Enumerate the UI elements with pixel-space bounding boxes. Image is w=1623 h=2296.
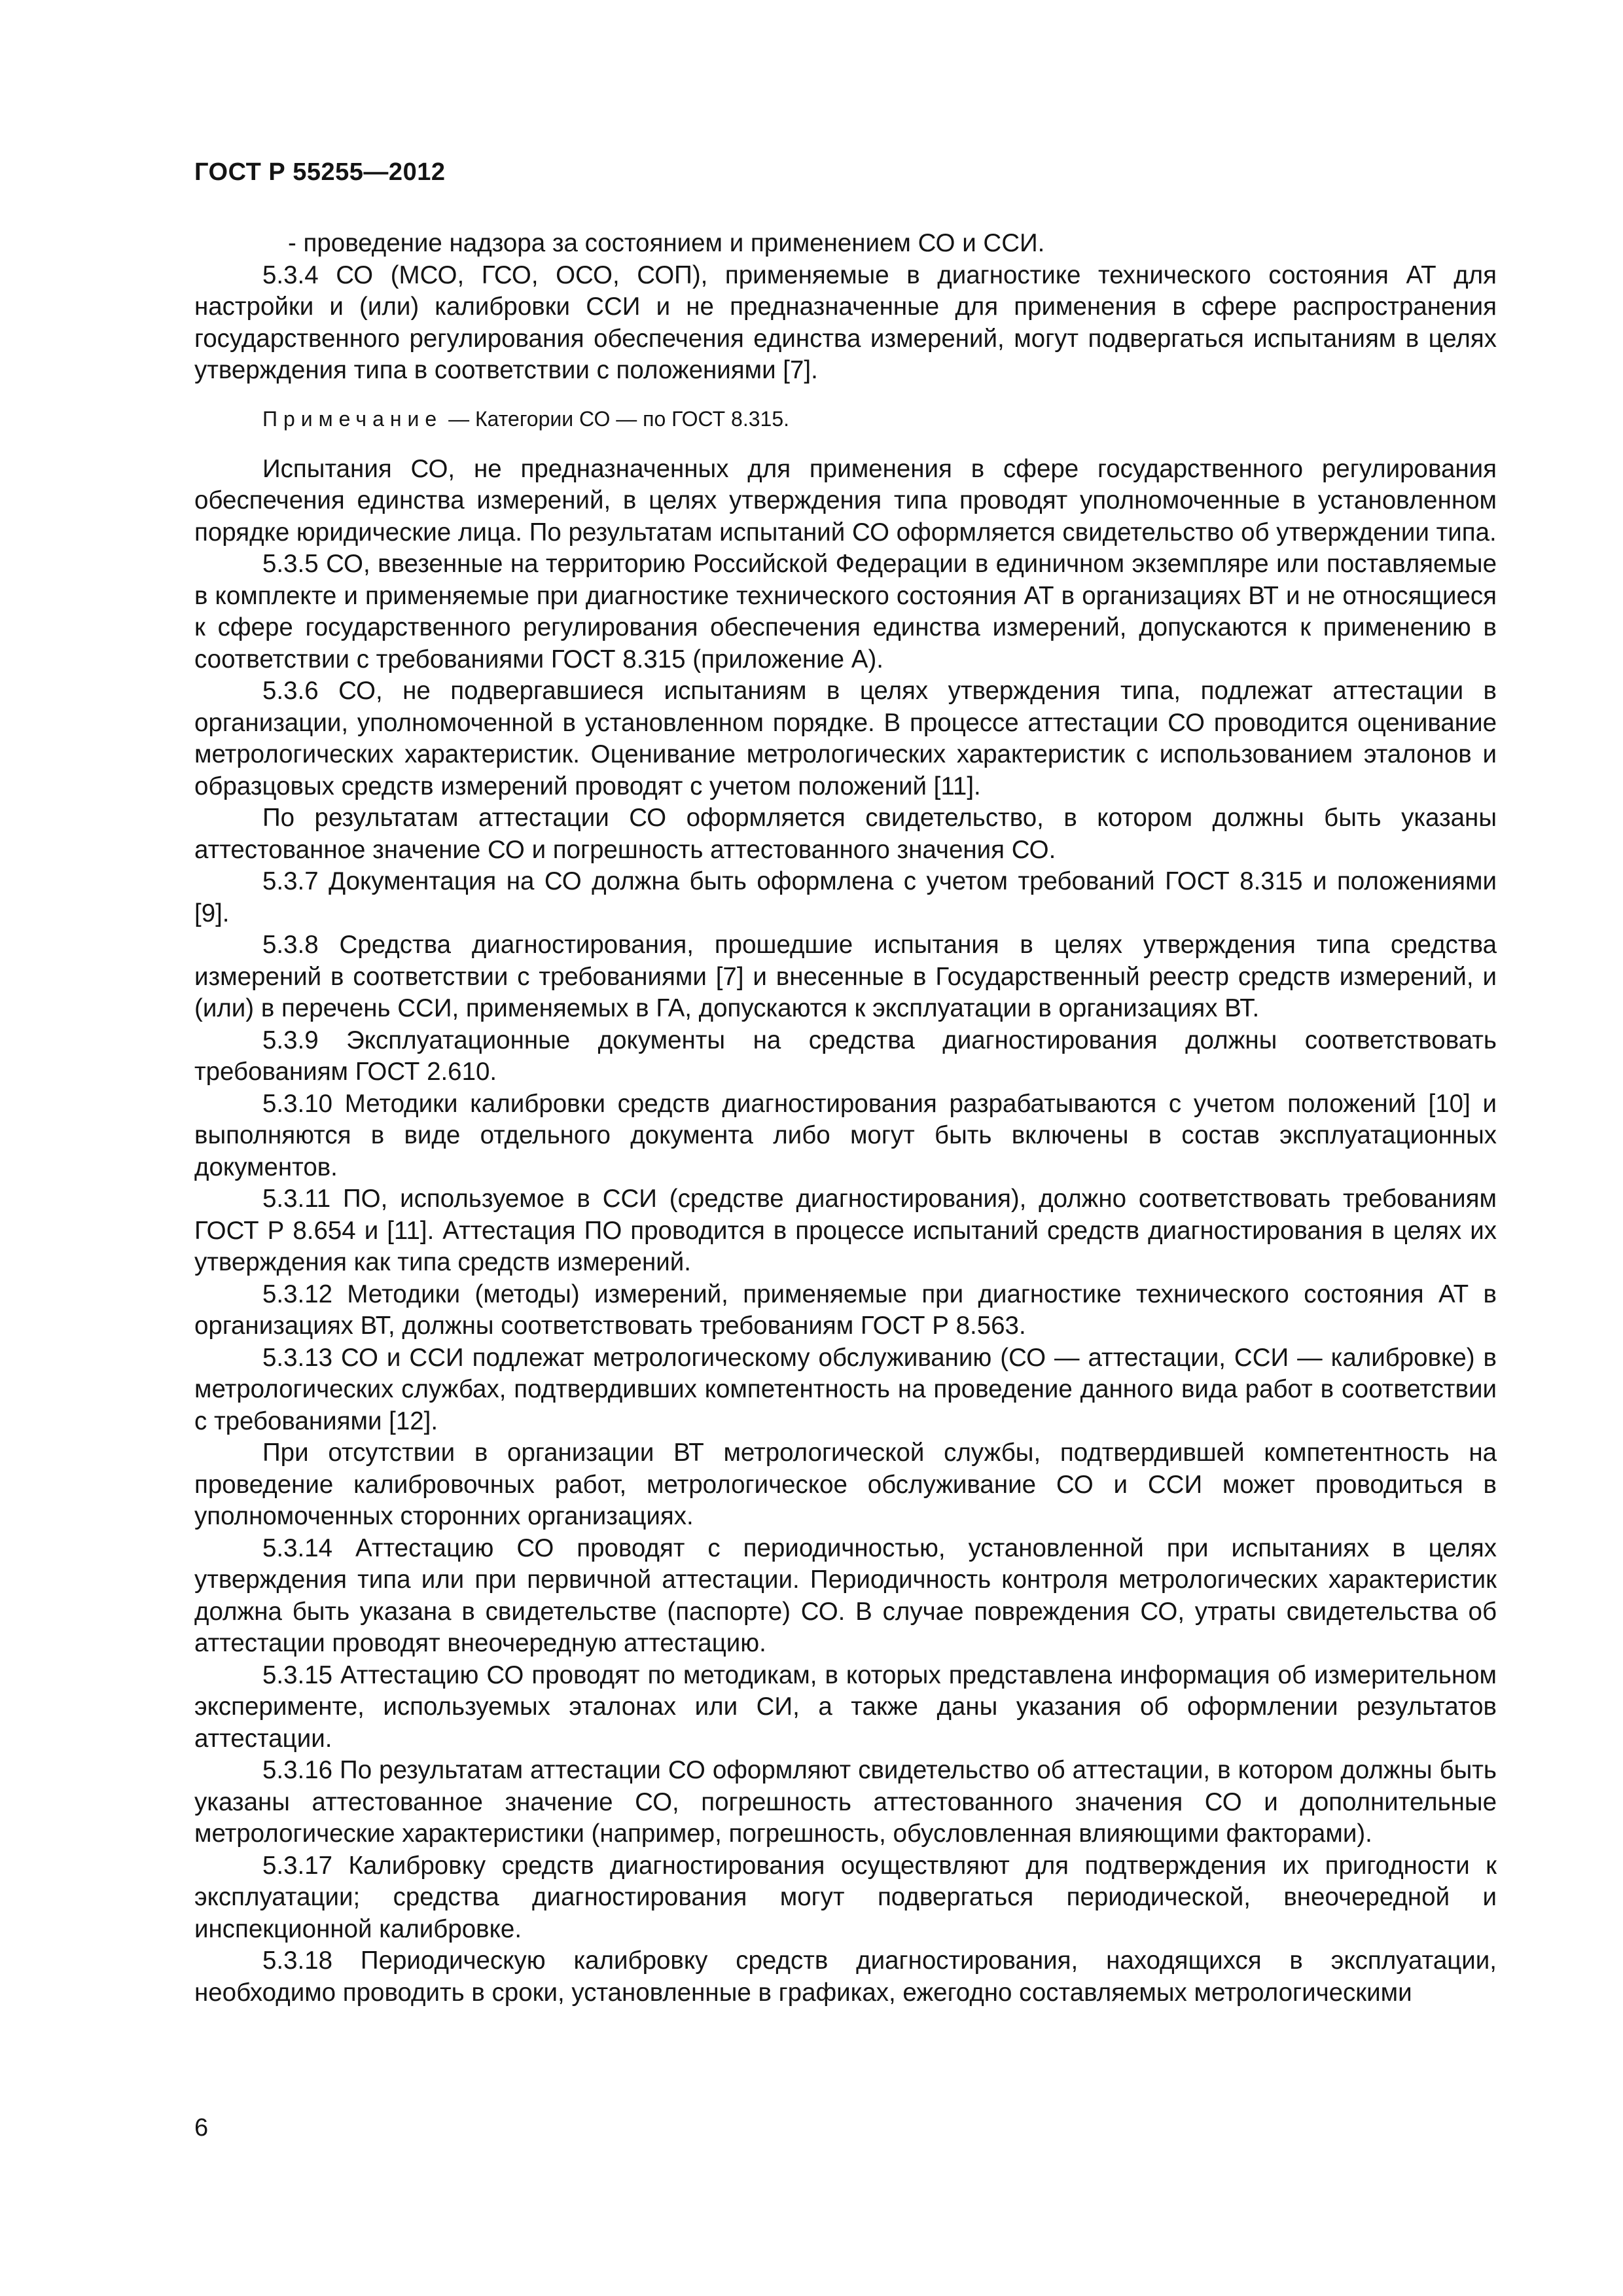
paragraph-5-3-12: 5.3.12 Методики (методы) измерений, применяемые при диагностике технического состояния АТ в организациях ВТ, должны соответствовать требованиям ГОСТ Р 8.563. <box>194 1280 1497 1340</box>
note-text: — Категории СО — по ГОСТ 8.315. <box>442 406 789 431</box>
paragraph-metrology-service: При отсутствии в организации ВТ метрологической службы, подтвердившей компетентность на проведение калибровочных работ, метрологическое обслуживание СО и ССИ может проводиться в уполномоченных сторонних организациях. <box>194 1439 1497 1530</box>
paragraph-5-3-18: 5.3.18 Периодическую калибровку средств диагностирования, находящихся в эксплуатации, необходимо проводить в сроки, установленные в графиках, ежегодно составляемых метрологическими <box>194 1946 1497 2007</box>
paragraph-5-3-8: 5.3.8 Средства диагностирования, прошедшие испытания в целях утверждения типа средства измерений в соответствии с требованиями [7] и внесенные в Государственный реестр средств измерений, и (или) в перечень ССИ, применяемых в ГА, допускаются к эксплуатации в организациях ВТ. <box>194 931 1497 1022</box>
paragraph-5-3-4: 5.3.4 СО (МСО, ГСО, ОСО, СОП), применяемые в диагностике технического состояния АТ для настройки и (или) калибровки ССИ и не предназначенные для применения в сфере распространения государственного регулирования обеспечения единства измерений, могут подвергаться испытаниям в целях утверждения типа в соответствии с положениями [7]. <box>194 260 1497 384</box>
paragraph-attestation-results: По результатам аттестации СО оформляется свидетельство, в котором должны быть указаны аттестованное значение СО и погрешность аттестованного значения СО. <box>194 804 1497 864</box>
paragraph-5-3-13: 5.3.13 СО и ССИ подлежат метрологическому обслуживанию (СО — аттестации, ССИ — калибровке) в метрологических службах, подтвердивших компетентность на проведение данного вида работ в соответствии с требованиями [12]. <box>194 1343 1497 1435</box>
note-label: Примечание <box>262 406 443 431</box>
paragraph-5-3-14: 5.3.14 Аттестацию СО проводят с периодичностью, установленной при испытаниях в целях утверждения типа или при первичной аттестации. Периодичность контроля метрологических характеристик должна быть указана в свидетельстве (паспорте) СО. В случае повреждения СО, утраты свидетельства об аттестации проводят внеочередную аттестацию. <box>194 1534 1497 1657</box>
paragraph-5-3-5: 5.3.5 СО, ввезенные на территорию Российской Федерации в единичном экземпляре или поставляемые в комплекте и применяемые при диагностике технического состояния АТ в организациях ВТ и не относящиеся к сфере государственного регулирования обеспечения единства измерений, допускаются к применению в соответствии с требованиями ГОСТ 8.315 (приложение А). <box>194 550 1497 673</box>
paragraph-5-3-9: 5.3.9 Эксплуатационные документы на средства диагностирования должны соответствовать требованиям ГОСТ 2.610. <box>194 1026 1497 1086</box>
page-number: 6 <box>194 2114 209 2142</box>
paragraph-testing: Испытания СО, не предназначенных для применения в сфере государственного регулирования обеспечения единства измерений, в целях утверждения типа проводят уполномоченные в установленном порядке юридические лица. По результатам испытаний СО оформляется свидетельство об утверждении типа. <box>194 454 1497 547</box>
paragraph-5-3-10: 5.3.10 Методики калибровки средств диагностирования разрабатываются с учетом положений [10] и выполняются в виде отдельного документа либо могут быть включены в состав эксплуатационных документов. <box>194 1089 1497 1181</box>
paragraph-5-3-17: 5.3.17 Калибровку средств диагностирования осуществляют для подтверждения их пригодности к эксплуатации; средства диагностирования могут подвергаться периодической, внеочередной и инспекционной калибровке. <box>194 1851 1497 1943</box>
note <box>194 404 1497 434</box>
paragraph-dash-item: - проведение надзора за состоянием и применением СО и ССИ. <box>288 229 1045 257</box>
document-header: ГОСТ Р 55255—2012 <box>194 158 446 186</box>
paragraph-5-3-16: 5.3.16 По результатам аттестации СО оформляют свидетельство об аттестации, в котором должны быть указаны аттестованное значение СО, погрешность аттестованного значения СО и дополнительные метрологические характеристики (например, погрешность, обусловленная влияющими факторами). <box>194 1756 1497 1848</box>
paragraph-5-3-15: 5.3.15 Аттестацию СО проводят по методикам, в которых представлена информация об измерительном эксперименте, используемых эталонах или СИ, а также даны указания об оформлении результатов аттестации. <box>194 1660 1497 1753</box>
paragraph-5-3-6: 5.3.6 СО, не подвергавшиеся испытаниям в целях утверждения типа, подлежат аттестации в организации, уполномоченной в установленном порядке. В процессе аттестации СО проводится оценивание метрологических характеристик. Оценивание метрологических характеристик с использованием эталонов и образцовых средств измерений проводят с учетом положений [11]. <box>194 677 1497 800</box>
paragraph-5-3-11: 5.3.11 ПО, используемое в ССИ (средстве диагностирования), должно соответствовать требованиям ГОСТ Р 8.654 и [11]. Аттестация ПО проводится в процессе испытаний средств диагностирования в целях их утверждения как типа средств измерений. <box>194 1185 1497 1276</box>
document-body <box>194 228 1497 2009</box>
paragraph-5-3-7: 5.3.7 Документация на СО должна быть оформлена с учетом требований ГОСТ 8.315 и положениями [9]. <box>194 867 1497 927</box>
